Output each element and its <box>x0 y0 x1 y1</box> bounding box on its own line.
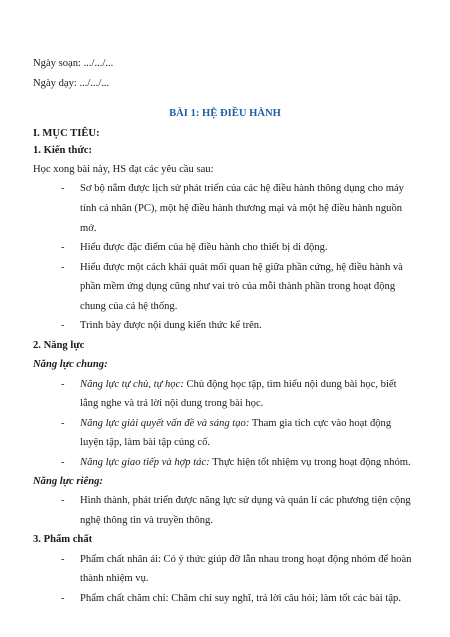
pham-chat-item-2-line-1: Phẩm chất chăm chỉ: Chăm chỉ suy nghĩ, trả lời câu hỏi; làm tốt các bài tập. <box>80 593 401 604</box>
lesson-title: BÀI 1: HỆ ĐIỀU HÀNH <box>169 108 281 119</box>
nang-luc-chung-item-2-line-1 <box>80 417 391 430</box>
kien-thuc-item-3-line-1: Hiểu được một cách khái quát mối quan hệ giữa phần cứng, hệ điều hành và <box>80 262 403 273</box>
bullet-dash: - <box>61 242 65 253</box>
pham-chat-item-1-line-2: thành nhiệm vụ. <box>80 573 149 584</box>
bullet-dash: - <box>61 262 65 273</box>
kien-thuc-intro: Học xong bài này, HS đạt các yêu cầu sau: <box>33 164 214 175</box>
bullet-dash: - <box>61 320 65 331</box>
nang-luc-chung-item-1-line-2: lắng nghe và trả lời nội dung trong bài học. <box>80 398 264 409</box>
bullet-dash: - <box>61 183 65 194</box>
bullet-dash: - <box>61 379 65 390</box>
nang-luc-chung-item-3-text: Thực hiện tốt nhiệm vụ trong hoạt động nhóm. <box>209 457 411 468</box>
heading-kien-thuc: 1. Kiến thức: <box>33 145 93 156</box>
kien-thuc-item-4-line-1: Trình bày được nội dung kiến thức kể trên. <box>80 320 262 331</box>
bullet-dash: - <box>61 418 65 429</box>
kien-thuc-item-3-line-2: phần mềm ứng dụng cũng như vai trò của mỗi thành phần trong hoạt động <box>80 281 396 292</box>
nang-luc-chung-item-1-line-1 <box>80 378 397 391</box>
heading-nang-luc-rieng: Năng lực riêng: <box>33 476 103 487</box>
ngay-day: Ngày dạy: .../.../... <box>33 78 110 89</box>
nang-luc-chung-item-2-line-2: luyện tập, làm bài tập củng cố. <box>80 437 211 448</box>
nang-luc-chung-item-1-text: Chủ động học tập, tìm hiểu nội dung bài học, biết <box>183 379 397 390</box>
kien-thuc-item-2-line-1: Hiểu được đặc điểm của hệ điều hành cho thiết bị di động. <box>80 242 328 253</box>
nang-luc-chung-item-3-line-1 <box>80 456 411 469</box>
bullet-dash: - <box>61 495 65 506</box>
bullet-dash: - <box>61 593 65 604</box>
pham-chat-item-1-line-1: Phẩm chất nhân ái: Có ý thức giúp đỡ lẫn nhau trong hoạt động nhóm để hoàn <box>80 554 412 565</box>
bullet-dash: - <box>61 554 65 565</box>
nang-luc-rieng-item-1-line-2: nghệ thông tin và truyền thông. <box>80 515 213 526</box>
kien-thuc-item-1-line-1: Sơ bộ nắm được lịch sử phát triển của các hệ điều hành thông dụng cho máy <box>80 183 404 194</box>
nang-luc-chung-item-2-text: Tham gia tích cực vào hoạt động <box>249 418 392 429</box>
heading-nang-luc-chung: Năng lực chung: <box>33 359 108 370</box>
kien-thuc-item-1-line-2: tính cá nhân (PC), một hệ điều hành thương mại và một hệ điều hành nguồn <box>80 203 403 214</box>
heading-nang-luc: 2. Năng lực <box>33 340 85 351</box>
kien-thuc-item-1-line-3: mở. <box>80 223 97 234</box>
heading-pham-chat: 3. Phẩm chất <box>33 534 93 545</box>
section-muc-tieu: I. MỤC TIÊU: <box>33 128 100 139</box>
nang-luc-chung-item-2-label: Năng lực giải quyết vấn đề và sáng tạo: <box>80 418 250 429</box>
bullet-dash: - <box>61 457 65 468</box>
nang-luc-rieng-item-1-line-1: Hình thành, phát triển được năng lực sử dụng và quản lí các phương tiện cộng <box>80 495 411 506</box>
kien-thuc-item-3-line-3: chung của cả hệ thống. <box>80 301 178 312</box>
nang-luc-chung-item-1-label: Năng lực tự chủ, tự học: <box>80 379 184 390</box>
ngay-soan: Ngày soạn: .../.../... <box>33 58 114 69</box>
nang-luc-chung-item-3-label: Năng lực giao tiếp và hợp tác: <box>80 457 210 468</box>
